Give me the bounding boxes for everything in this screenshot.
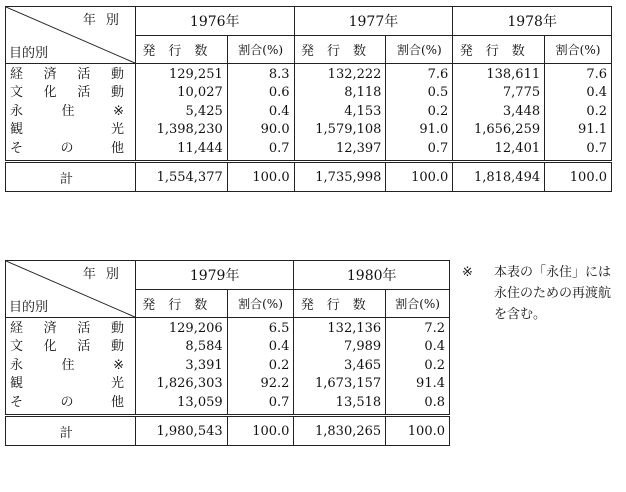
ratio-cell: 92.2 xyxy=(260,376,290,392)
count-column xyxy=(135,318,227,416)
ratio-cell: 0.2 xyxy=(586,103,607,119)
count-cell: 3,465 xyxy=(343,357,382,373)
year-header: 1979年 xyxy=(135,261,294,290)
count-cell: 132,136 xyxy=(327,321,382,337)
count-cell: 129,206 xyxy=(168,321,223,337)
ratio-column xyxy=(386,64,453,162)
count-cell: 132,222 xyxy=(327,67,382,83)
count-header: 発行数 xyxy=(294,36,386,64)
purpose-labels xyxy=(6,64,136,162)
total-label: 計 xyxy=(6,162,136,192)
year-header: 1976年 xyxy=(135,7,294,36)
year-header: 1977年 xyxy=(294,7,453,36)
ratio-cell: 0.5 xyxy=(427,85,449,101)
count-cell: 12,401 xyxy=(494,140,541,156)
row-label: 永 住 ※ xyxy=(10,357,124,373)
count-cell: 5,425 xyxy=(185,103,223,119)
row-label: そ の 他 xyxy=(10,394,124,410)
ratio-cell: 91.4 xyxy=(416,376,445,392)
ratio-column xyxy=(227,318,294,416)
count-header: 発行数 xyxy=(135,36,227,64)
row-label: 文 化 活 動 xyxy=(10,85,124,101)
count-column xyxy=(135,64,227,162)
total-ratio-cell: 100.0 xyxy=(227,162,294,192)
ratio-cell: 91.1 xyxy=(578,122,607,138)
ratio-header: 割合(%) xyxy=(227,290,294,318)
row-label: 経 済 活 動 xyxy=(10,321,124,337)
ratio-column xyxy=(545,64,612,162)
ratio-cell: 0.2 xyxy=(424,357,445,373)
ratio-cell: 7.2 xyxy=(424,321,445,337)
total-ratio-cell: 100.0 xyxy=(227,416,294,446)
count-cell: 1,398,230 xyxy=(156,122,223,138)
total-count-cell: 1,830,265 xyxy=(294,416,386,446)
count-cell: 4,153 xyxy=(344,103,382,119)
ratio-column xyxy=(386,318,450,416)
ratio-cell: 0.2 xyxy=(427,103,449,119)
count-cell: 7,989 xyxy=(343,339,382,355)
row-label: 観 光 xyxy=(10,122,124,138)
row-label: 文 化 活 動 xyxy=(10,339,124,355)
ratio-cell: 0.4 xyxy=(424,339,445,355)
passport-table-1976-1978 xyxy=(5,6,612,192)
count-cell: 12,397 xyxy=(335,140,382,156)
total-ratio-cell: 100.0 xyxy=(386,416,450,446)
ratio-cell: 0.2 xyxy=(268,357,290,373)
count-header: 発行数 xyxy=(294,290,386,318)
corner-purpose-label: 目的別 xyxy=(9,46,49,61)
ratio-cell: 6.5 xyxy=(268,321,290,337)
total-ratio-cell: 100.0 xyxy=(386,162,453,192)
year-header: 1980年 xyxy=(294,261,450,290)
ratio-cell: 0.7 xyxy=(268,394,290,410)
count-cell: 1,656,259 xyxy=(473,122,541,138)
count-cell: 3,391 xyxy=(185,357,223,373)
count-column xyxy=(294,318,386,416)
ratio-cell: 0.4 xyxy=(268,339,290,355)
count-cell: 10,027 xyxy=(177,85,223,101)
ratio-cell: 0.4 xyxy=(586,85,607,101)
total-count-cell: 1,735,998 xyxy=(294,162,386,192)
count-cell: 1,579,108 xyxy=(315,122,382,138)
row-label: 永 住 ※ xyxy=(10,103,124,119)
ratio-cell: 0.8 xyxy=(424,394,445,410)
row-label: そ の 他 xyxy=(10,140,124,156)
count-cell: 1,826,303 xyxy=(156,376,223,392)
ratio-cell: 0.7 xyxy=(268,140,290,156)
ratio-header: 割合(%) xyxy=(386,36,453,64)
count-column xyxy=(453,64,545,162)
ratio-header: 割合(%) xyxy=(227,36,294,64)
ratio-cell: 0.7 xyxy=(427,140,449,156)
total-count-cell: 1,818,494 xyxy=(453,162,545,192)
corner-year-label: 年別 xyxy=(82,267,129,282)
ratio-header: 割合(%) xyxy=(545,36,612,64)
ratio-column xyxy=(227,64,294,162)
count-cell: 7,775 xyxy=(502,85,541,101)
total-label: 計 xyxy=(6,416,136,446)
footnote-mark: ※ xyxy=(462,265,473,280)
count-header: 発行数 xyxy=(135,290,227,318)
count-cell: 1,673,157 xyxy=(315,376,382,392)
count-cell: 138,611 xyxy=(486,67,541,83)
header-corner xyxy=(6,261,136,318)
ratio-header: 割合(%) xyxy=(386,290,450,318)
passport-table-1979-1980 xyxy=(5,260,450,446)
ratio-cell: 7.6 xyxy=(586,67,607,83)
total-ratio-cell: 100.0 xyxy=(545,162,612,192)
purpose-labels xyxy=(6,318,136,416)
row-label: 観 光 xyxy=(10,376,124,392)
count-cell: 129,251 xyxy=(168,67,223,83)
ratio-cell: 8.3 xyxy=(268,67,290,83)
count-column xyxy=(294,64,386,162)
count-cell: 8,118 xyxy=(344,85,382,101)
count-cell: 13,518 xyxy=(335,394,382,410)
corner-year-label: 年別 xyxy=(82,13,129,28)
count-header: 発行数 xyxy=(453,36,545,64)
count-cell: 8,584 xyxy=(185,339,223,355)
corner-purpose-label: 目的別 xyxy=(9,300,49,315)
ratio-cell: 91.0 xyxy=(419,122,449,138)
year-header: 1978年 xyxy=(453,7,612,36)
ratio-cell: 90.0 xyxy=(260,122,290,138)
row-label: 経 済 活 動 xyxy=(10,67,124,83)
ratio-cell: 0.4 xyxy=(268,103,290,119)
ratio-cell: 7.6 xyxy=(427,67,449,83)
header-corner xyxy=(6,7,136,64)
count-cell: 11,444 xyxy=(177,140,223,156)
total-count-cell: 1,554,377 xyxy=(135,162,227,192)
total-count-cell: 1,980,543 xyxy=(135,416,227,446)
footnote-text: 本表の「永住」には永住のための再渡航を含む。 xyxy=(494,265,612,322)
count-cell: 13,059 xyxy=(177,394,223,410)
count-cell: 3,448 xyxy=(502,103,541,119)
ratio-cell: 0.6 xyxy=(268,85,290,101)
ratio-cell: 0.7 xyxy=(586,140,607,156)
